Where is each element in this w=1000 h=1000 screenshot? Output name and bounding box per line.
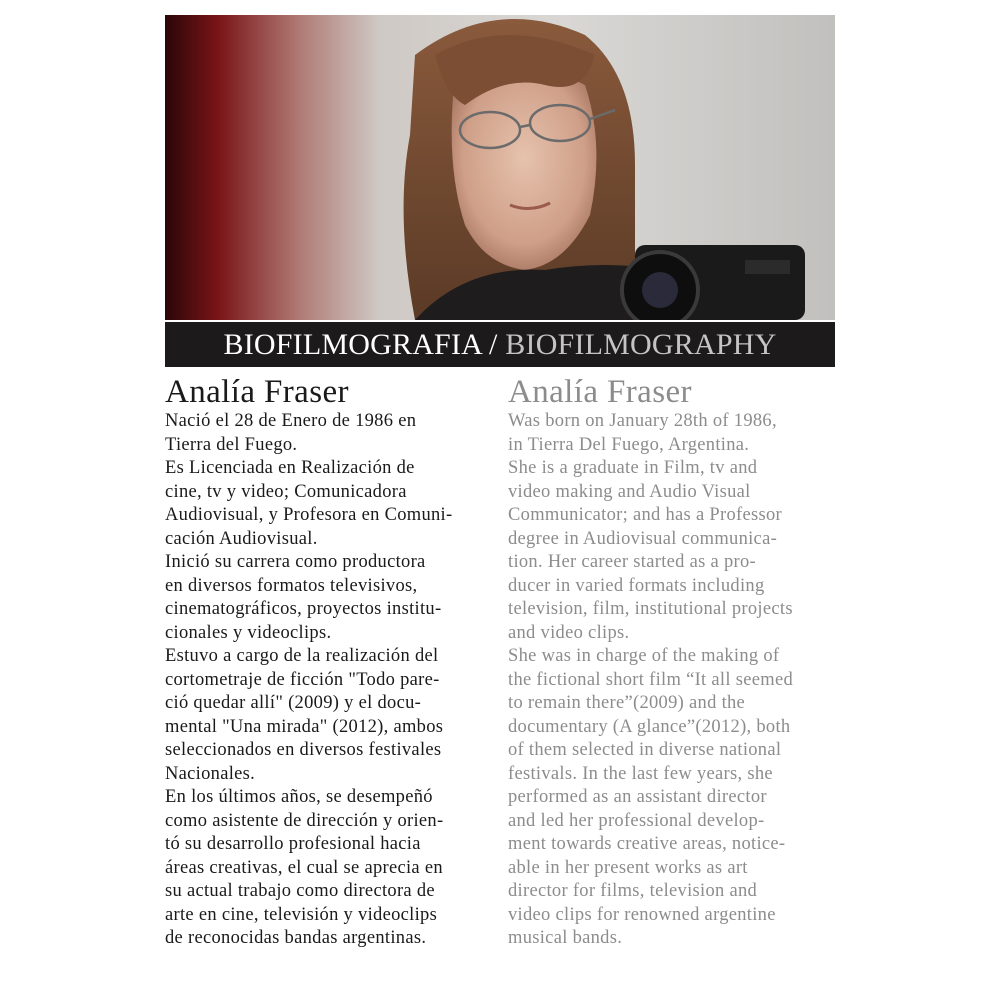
english-name-heading: Analía Fraser <box>508 374 692 410</box>
text-line: Tierra del Fuego. <box>165 434 298 455</box>
text-line: mental "Una mirada" (2012), ambos <box>165 716 444 737</box>
text-line: de reconocidas bandas argentinas. <box>165 928 427 948</box>
text-line: and led her professional develop- <box>508 810 765 831</box>
text-line: tion. Her career started as a pro- <box>508 552 757 572</box>
text-line: ducer in varied formats including <box>508 575 765 596</box>
portrait-photo <box>165 15 835 320</box>
text-line: Es Licenciada en Realización de <box>165 458 415 478</box>
text-line: como asistente de dirección y orien- <box>165 810 444 831</box>
section-banner <box>165 322 835 367</box>
text-line: festivals. In the last few years, she <box>508 763 773 784</box>
portrait-illustration <box>165 15 835 320</box>
banner-title-en: BIOFILMOGRAPHY <box>505 328 777 361</box>
text-line: degree in Audiovisual communica- <box>508 528 778 549</box>
text-line: cionales y videoclips. <box>165 622 332 643</box>
text-line: Estuvo a cargo de la realización del <box>165 646 439 666</box>
text-line: Nació el 28 de Enero de 1986 en <box>165 411 417 431</box>
text-line: su actual trabajo como directora de <box>165 881 435 901</box>
text-line: cine, tv y video; Comunicadora <box>165 481 407 502</box>
text-line: Audiovisual, y Profesora en Comuni- <box>165 505 453 525</box>
text-line: ment towards creative areas, notice- <box>508 834 786 854</box>
text-line: Communicator; and has a Professor <box>508 505 782 525</box>
text-line: She is a graduate in Film, tv and <box>508 458 758 478</box>
text-line: television, film, institutional projects <box>508 599 793 619</box>
text-line: tó su desarrollo profesional hacia <box>165 834 421 854</box>
banner-title-es: BIOFILMOGRAFIA <box>223 328 482 361</box>
text-line: áreas creativas, el cual se aprecia en <box>165 857 443 878</box>
text-line: the fictional short film “It all seemed <box>508 669 793 690</box>
text-line: able in her present works as art <box>508 857 748 878</box>
text-line: director for films, television and <box>508 881 758 901</box>
text-line: Inició su carrera como productora <box>165 552 426 572</box>
text-line: arte en cine, televisión y videoclips <box>165 904 438 925</box>
spanish-bio-column <box>165 374 495 951</box>
text-line: En los últimos años, se desempeñó <box>165 787 433 807</box>
spanish-name-heading: Analía Fraser <box>165 374 349 410</box>
text-line: performed as an assistant director <box>508 787 767 807</box>
text-line: musical bands. <box>508 928 623 948</box>
text-line: of them selected in diverse national <box>508 740 782 760</box>
text-line: to remain there”(2009) and the <box>508 693 746 713</box>
text-line: cación Audiovisual. <box>165 528 318 549</box>
text-line: cortometraje de ficción "Todo pare- <box>165 669 440 690</box>
text-line: Was born on January 28th of 1986, <box>508 411 777 431</box>
text-line: and video clips. <box>508 622 630 643</box>
text-line: seleccionados en diversos festivales <box>165 740 442 760</box>
text-line: cinematográficos, proyectos institu- <box>165 599 442 619</box>
text-line: video making and Audio Visual <box>508 481 751 502</box>
text-line: in Tierra Del Fuego, Argentina. <box>508 434 750 455</box>
text-line: documentary (A glance”(2012), both <box>508 716 791 737</box>
text-line: ció quedar allí" (2009) y el docu- <box>165 693 422 713</box>
text-line: en diversos formatos televisivos, <box>165 575 418 596</box>
text-line: She was in charge of the making of <box>508 646 780 666</box>
english-bio-column <box>508 374 838 951</box>
banner-separator: / <box>481 328 506 361</box>
text-line: Nacionales. <box>165 763 256 784</box>
text-line: video clips for renowned argentine <box>508 904 776 925</box>
